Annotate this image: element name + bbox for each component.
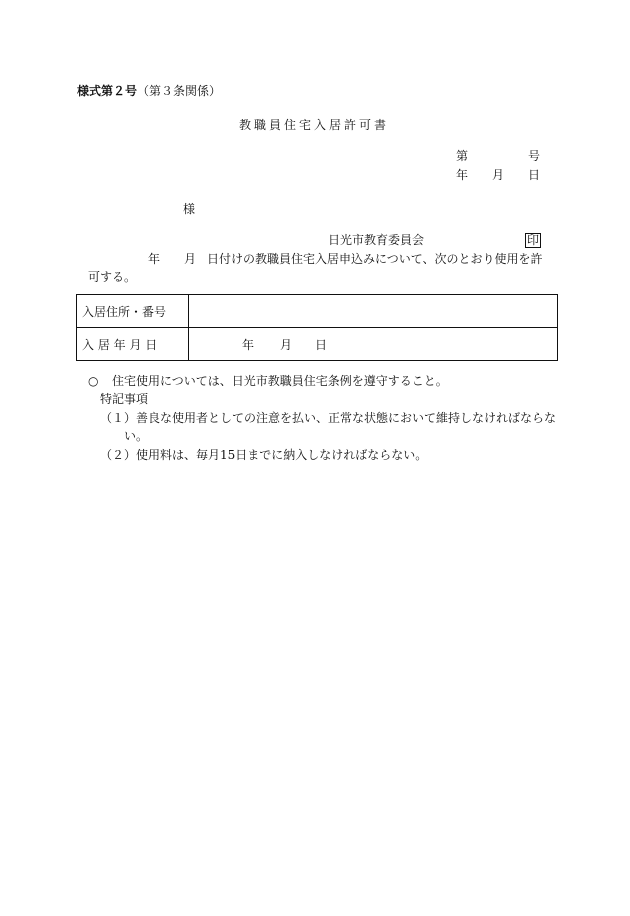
number-dai: 第: [456, 149, 469, 163]
item2-text: 使用料は、毎月15日までに納入しなければならない。: [136, 448, 428, 462]
note-bullet: ○: [88, 374, 99, 388]
table-row: [77, 328, 558, 361]
move-in-date-value: [189, 328, 558, 361]
move-in-month: 月: [280, 338, 293, 352]
body-month: 月: [184, 252, 197, 266]
table-row: [77, 295, 558, 328]
issue-month: 月: [492, 168, 505, 182]
item1-line2: い。: [124, 429, 149, 443]
form-number-bold: 様式第２号: [77, 84, 138, 98]
issue-year: 年: [456, 168, 469, 182]
info-table: [76, 294, 558, 361]
body-year: 年: [148, 252, 161, 266]
move-in-year: 年: [242, 338, 255, 352]
move-in-date-label: 入 居 年 月 日: [77, 328, 189, 361]
note-line1: 住宅使用については、日光市教職員住宅条例を遵守すること。: [112, 374, 448, 388]
form-number: [77, 85, 221, 97]
form-number-article: （第３条関係）: [137, 84, 222, 98]
body-text-line2: 可する。: [88, 270, 137, 284]
item1-number: （１）: [100, 411, 137, 425]
document-title: 教職員住宅入居許可書: [239, 118, 390, 132]
number-go: 号: [528, 149, 541, 163]
item1-line1: 善良な使用者としての注意を払い、正常な状態において維持しなければならな: [136, 411, 557, 425]
item2-number: （２）: [100, 448, 137, 462]
issue-day: 日: [528, 168, 541, 182]
seal-mark: 印: [527, 233, 540, 247]
residence-address-label: 入居住所・番号: [77, 295, 189, 328]
issuer-name: 日光市教育委員会: [328, 233, 425, 247]
body-text-line1: 日付けの教職員住宅入居申込みについて、次のとおり使用を許: [207, 252, 543, 266]
residence-address-value: [189, 295, 558, 328]
move-in-day: 日: [315, 338, 328, 352]
addressee-suffix: 様: [183, 202, 196, 216]
special-heading: 特記事項: [100, 392, 149, 406]
